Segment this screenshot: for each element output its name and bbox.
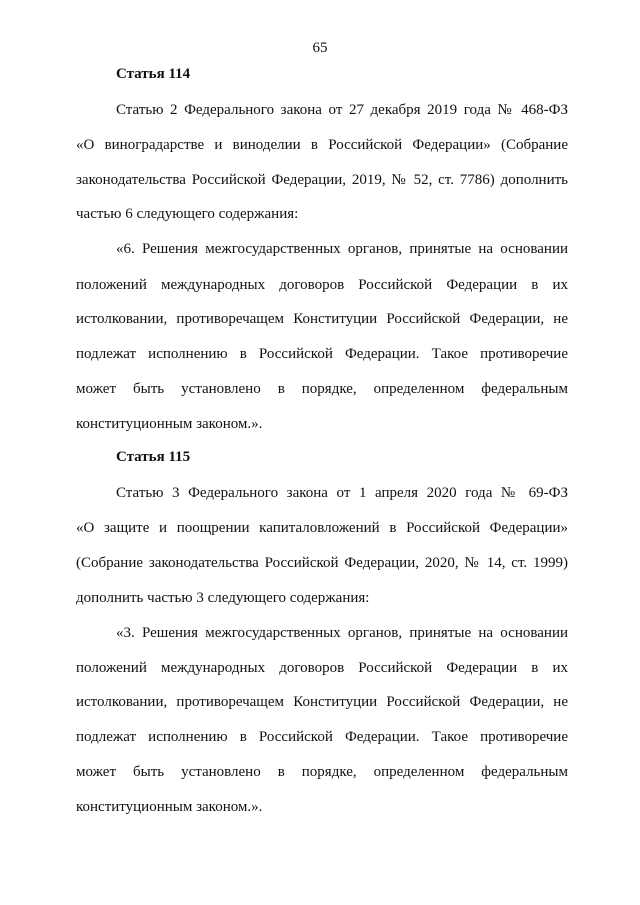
paragraph-line: «О защите и поощрении капиталовложений в Российской Федерации» — [76, 520, 568, 536]
paragraph-line: истолковании, противоречащем Конституции Российской Федерации, не — [76, 311, 568, 327]
paragraph-line: истолковании, противоречащем Конституции Российской Федерации, не — [76, 694, 568, 710]
paragraph-line: «3. Решения межгосударственных органов, принятые на основании — [116, 625, 568, 641]
paragraph-line: (Собрание законодательства Российской Федерации, 2020, № 14, ст. 1999) — [76, 555, 568, 571]
paragraph-line: Статью 3 Федерального закона от 1 апреля 2020 года № 69-ФЗ — [116, 485, 568, 501]
paragraph-line: может быть установлено в порядке, определенном федеральным — [76, 381, 568, 397]
paragraph-line: частью 6 следующего содержания: — [76, 206, 299, 222]
paragraph-line: подлежат исполнению в Российской Федерации. Такое противоречие — [76, 729, 568, 745]
paragraph-line: «6. Решения межгосударственных органов, принятые на основании — [116, 241, 568, 257]
paragraph-line: дополнить частью 3 следующего содержания: — [76, 590, 370, 606]
paragraph-line: подлежат исполнению в Российской Федерации. Такое противоречие — [76, 346, 568, 362]
paragraph-line: «О виноградарстве и виноделии в Российской Федерации» (Собрание — [76, 137, 568, 153]
paragraph-line: положений международных договоров Российской Федерации в их — [76, 660, 568, 676]
article-heading: Статья 114 — [116, 66, 191, 82]
page-number: 65 — [312, 40, 328, 56]
paragraph-line: конституционным законом.». — [76, 799, 263, 815]
paragraph-line: конституционным законом.». — [76, 416, 263, 432]
paragraph-line: Статью 2 Федерального закона от 27 декабря 2019 года № 468-ФЗ — [116, 102, 568, 118]
paragraph-line: может быть установлено в порядке, определенном федеральным — [76, 764, 568, 780]
article-heading: Статья 115 — [116, 449, 191, 465]
paragraph-line: законодательства Российской Федерации, 2019, № 52, ст. 7786) дополнить — [76, 172, 568, 188]
paragraph-line: положений международных договоров Российской Федерации в их — [76, 277, 568, 293]
